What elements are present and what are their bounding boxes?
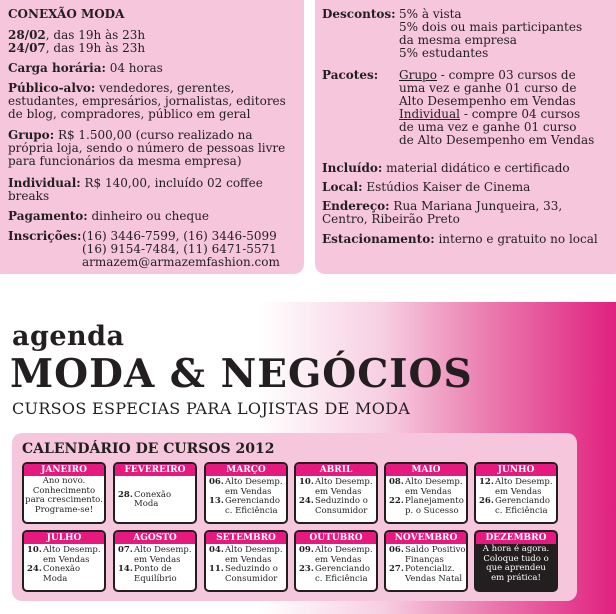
course-item[interactable]: 22. Planejamento p. o Sucesso (389, 496, 464, 516)
month-name: JULHO (24, 532, 104, 544)
month-name: SETEMBRO (206, 532, 286, 544)
course-item[interactable]: 06. Alto Desemp. em Vendas (209, 477, 283, 497)
month-name: JUNHO (476, 464, 556, 476)
month-card-december (474, 530, 558, 592)
course-item[interactable]: 28. Conexão Moda (118, 489, 172, 509)
course-item[interactable]: 13. Gerenciando c. Eficiência (209, 496, 280, 516)
subtitle: CURSOS ESPECIAS PARA LOJISTAS DE MODA (12, 399, 411, 418)
month-name: JANEIRO (24, 464, 104, 476)
included: Incluído: material didático e certificado (322, 161, 570, 175)
location: Local: Estúdios Kaiser de Cinema (322, 180, 531, 194)
address: Endereço: Rua Mariana Junqueira, 33, Centro, Ribeirão Preto (322, 199, 563, 226)
event-date-2: 24/07, das 19h às 23h (8, 41, 146, 55)
course-item[interactable]: 10. Alto Desemp. em Vendas (27, 545, 101, 565)
course-item[interactable]: 04. Alto Desemp. em Vendas (209, 545, 283, 565)
course-item[interactable]: 10. Alto Desemp. em Vendas (299, 477, 373, 497)
main-title: MODA & NEGÓCIOS (10, 351, 473, 397)
month-card-may (384, 462, 468, 524)
month-name: NOVEMBRO (386, 532, 466, 544)
month-card-july (22, 530, 106, 592)
course-item[interactable]: 12. Alto Desemp. em Vendas (479, 477, 553, 497)
month-message: Ano novo. Conhecimento para crescimento. Programe-se! (25, 476, 103, 515)
month-card-october (294, 530, 378, 592)
month-name: MARÇO (206, 464, 286, 476)
course-item[interactable]: 14. Ponto de Equilíbrio (118, 564, 177, 584)
month-card-august (113, 530, 197, 592)
discounts-list: 5% à vista 5% dois ou mais participantes da mesma empresa 5% estudantes (399, 7, 583, 60)
course-item[interactable]: 24. Conexão Moda (27, 564, 81, 584)
discounts-label: Descontos: (322, 7, 396, 21)
course-item[interactable]: 07. Alto Desemp. em Vendas (118, 545, 192, 565)
workload: Carga horária: 04 horas (8, 61, 163, 75)
event-date-1: 28/02, das 19h às 23h (8, 28, 146, 42)
group-price: Grupo: R$ 1.500,00 (curso realizado na própria loja, sendo o número de pessoas livre para funcionários da mesma empresa) (8, 128, 286, 168)
course-item[interactable]: 27. Potencializ. Vendas Natal (389, 564, 463, 584)
individual-price: Individual: R$ 140,00, incluído 02 coffee breaks (8, 176, 263, 203)
payment: Pagamento: dinheiro ou cheque (8, 209, 210, 223)
month-card-april (294, 462, 378, 524)
month-name: ABRIL (296, 464, 376, 476)
registration-contacts: (16) 3446-7599, (16) 3446-5099 (16) 9154-7484, (11) 6471-5571 armazem@armazemfashion.com (82, 229, 280, 269)
month-message: A hora é agora. Coloque tudo o que aprendeu em prática! (482, 544, 550, 583)
course-item[interactable]: 09. Alto Desemp. em Vendas (299, 545, 373, 565)
parking: Estacionamento: interno e gratuito no local (322, 232, 598, 246)
month-name: MAIO (386, 464, 466, 476)
month-name: AGOSTO (115, 532, 195, 544)
packages-label: Pacotes: (322, 68, 379, 82)
month-card-november (384, 530, 468, 592)
registration-label: Inscrições: (8, 229, 82, 243)
course-item[interactable]: 11. Seduzindo o Consumidor (209, 564, 278, 584)
event-title: CONEXÃO MODA (8, 7, 125, 21)
month-card-september (204, 530, 288, 592)
month-name: FEVEREIRO (115, 464, 195, 476)
packages-list: Grupo - compre 03 cursos de uma vez e ganhe 01 curso de Alto Desempenho em Vendas Individual - compre 04 cursos de uma vez e ganhe 01 curso de Alto Desempenho em Vendas (399, 68, 595, 147)
month-card-february (113, 462, 197, 524)
course-item[interactable]: 26. Gerenciando c. Eficiência (479, 496, 550, 516)
registration-email[interactable]: armazem@armazemfashion.com (82, 255, 280, 269)
month-name: DEZEMBRO (476, 532, 556, 544)
course-item[interactable]: 24. Seduzindo o Consumidor (299, 496, 368, 516)
course-item[interactable]: 06. Saldo Positivo Finanças (389, 545, 466, 565)
month-card-march (204, 462, 288, 524)
month-card-january (22, 462, 106, 524)
course-item[interactable]: 08. Alto Desemp. em Vendas (389, 477, 463, 497)
audience: Público-alvo: vendedores, gerentes, estudantes, empresários, jornalistas, editores de blog, compradores, público em geral (8, 81, 286, 121)
course-item[interactable]: 23. Gerenciando c. Eficiência (299, 564, 370, 584)
month-name: OUTUBRO (296, 532, 376, 544)
month-card-june (474, 462, 558, 524)
agenda-word: agenda (12, 321, 125, 352)
calendar-title: CALENDÁRIO DE CURSOS 2012 (22, 441, 275, 457)
